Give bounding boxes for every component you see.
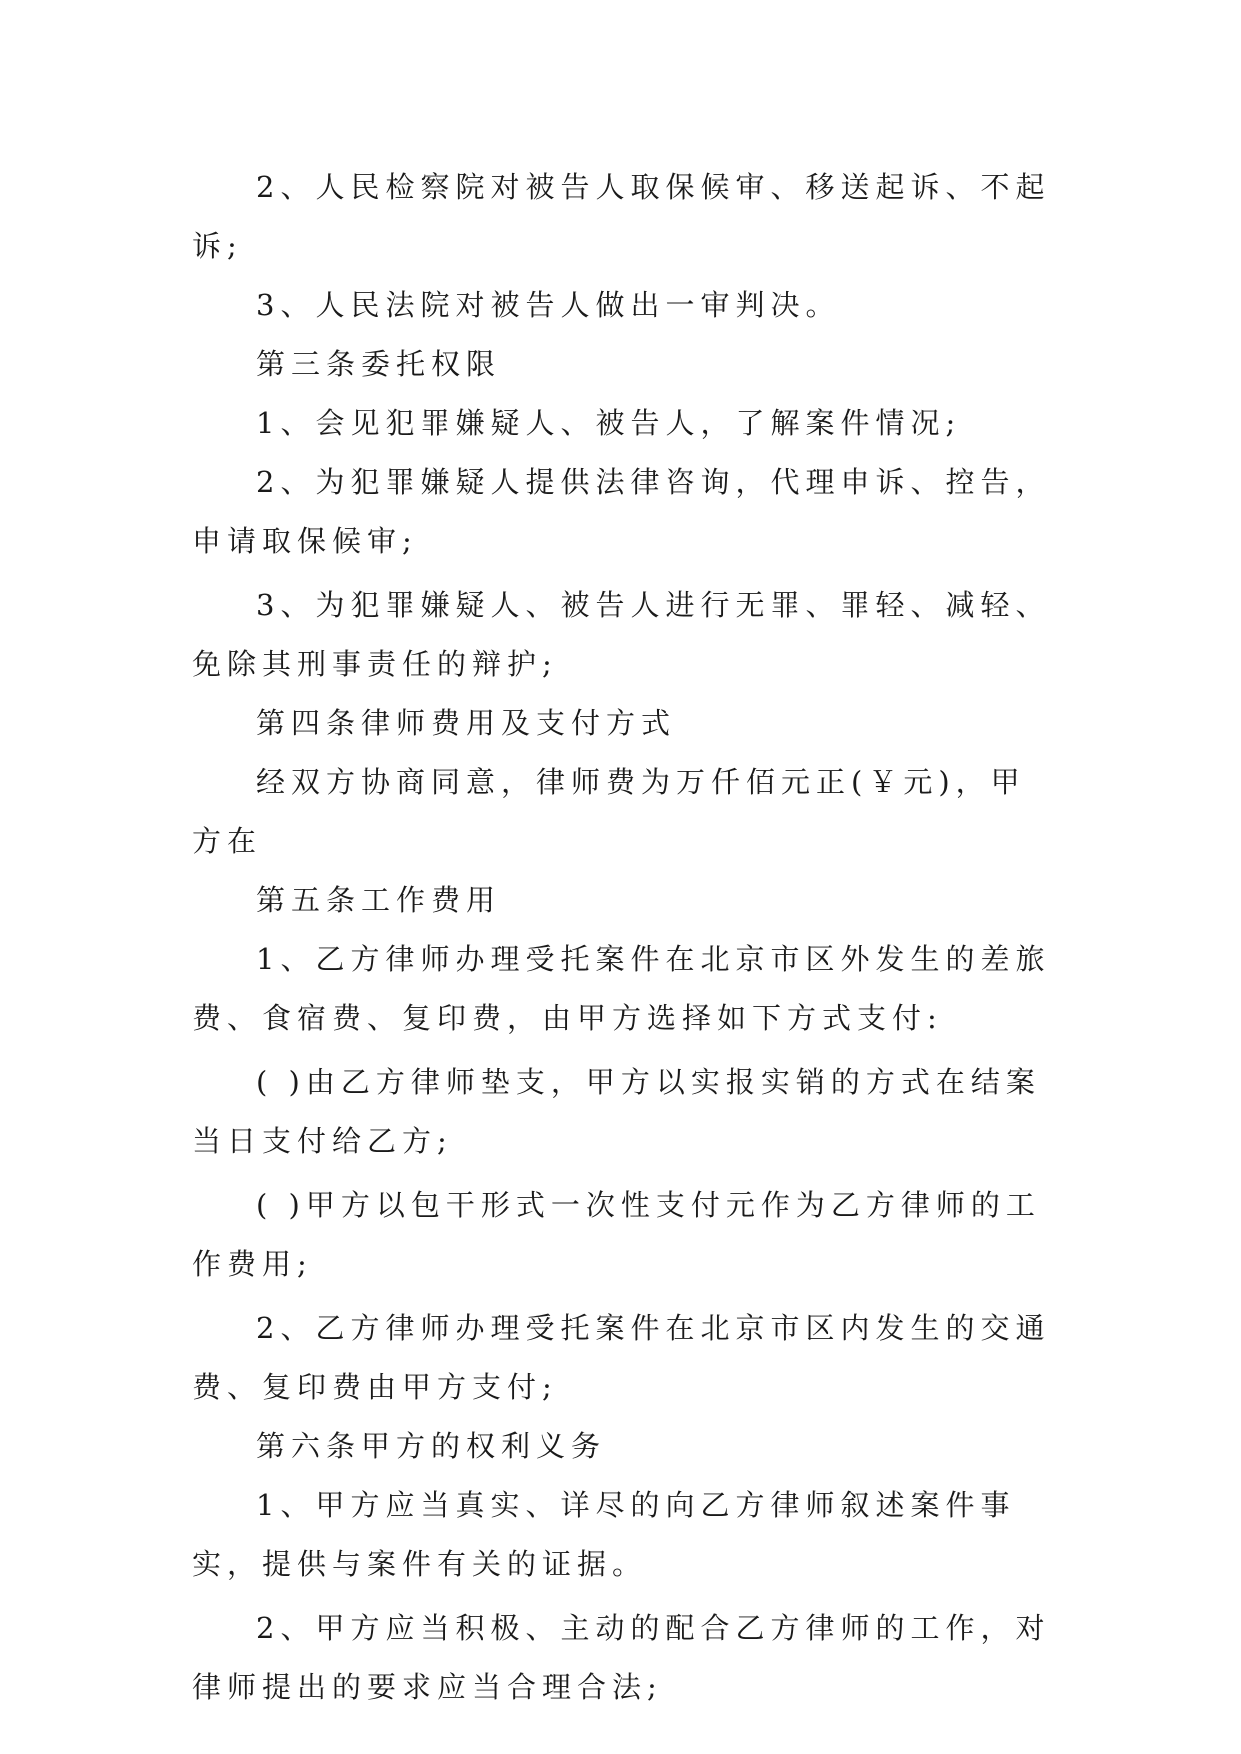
paragraph: ( )由乙方律师垫支，甲方以实报实销的方式在结案当日支付给乙方; [192, 1065, 1041, 1158]
paragraph: 2、乙方律师办理受托案件在北京市区内发生的交通费、复印费由甲方支付; [192, 1311, 1051, 1404]
paragraph: 3、人民法院对被告人做出一审判决。 [256, 288, 841, 322]
section-heading: 第五条工作费用 [256, 883, 502, 917]
section-heading: 第四条律师费用及支付方式 [256, 706, 677, 740]
paragraph: 2、为犯罪嫌疑人提供法律咨询，代理申诉、控告，申请取保候审; [192, 465, 1051, 558]
paragraph: 3、为犯罪嫌疑人、被告人进行无罪、罪轻、减轻、免除其刑事责任的辩护; [192, 588, 1051, 681]
paragraph: 2、人民检察院对被告人取保候审、移送起诉、不起诉; [192, 170, 1051, 263]
paragraph: 1、会见犯罪嫌疑人、被告人，了解案件情况; [256, 406, 962, 440]
paragraph: 经双方协商同意，律师费为万仟佰元正(￥元)，甲方在 [192, 765, 1026, 858]
section-heading: 第六条甲方的权利义务 [256, 1429, 607, 1463]
paragraph: 1、乙方律师办理受托案件在北京市区外发生的差旅费、食宿费、复印费，由甲方选择如下方式支付: [192, 942, 1051, 1035]
paragraph: 1、甲方应当真实、详尽的向乙方律师叙述案件事实，提供与案件有关的证据。 [192, 1488, 1016, 1581]
document-body [192, 158, 1052, 1717]
section-heading: 第三条委托权限 [256, 347, 502, 381]
paragraph: 2、甲方应当积极、主动的配合乙方律师的工作，对律师提出的要求应当合理合法; [192, 1611, 1051, 1704]
paragraph: ( )甲方以包干形式一次性支付元作为乙方律师的工作费用; [192, 1188, 1041, 1281]
